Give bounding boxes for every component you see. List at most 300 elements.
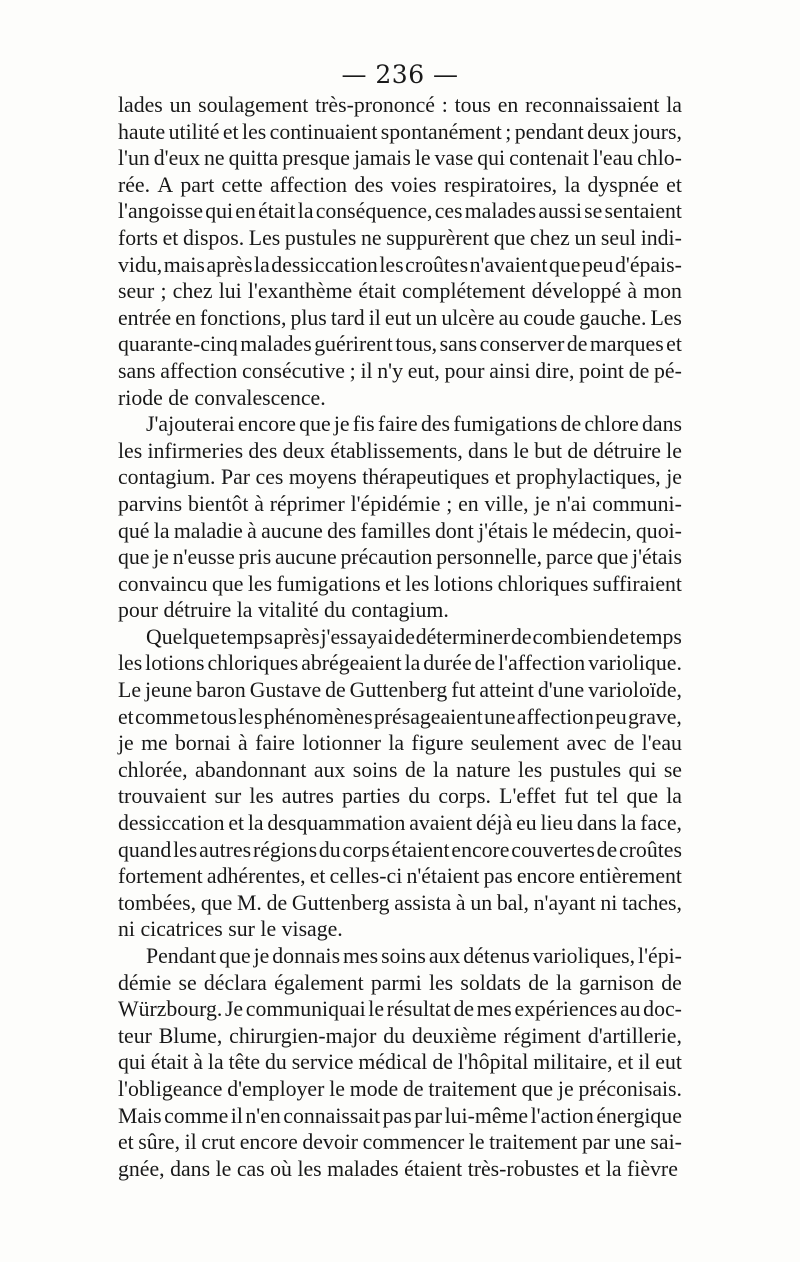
word: parties <box>342 784 401 809</box>
word: du <box>408 784 431 809</box>
word: j'étais <box>478 518 528 543</box>
word: sûre, <box>138 1130 181 1155</box>
word: les <box>518 757 543 782</box>
word: aussi <box>538 199 582 224</box>
word: l'hôpital <box>457 1050 529 1075</box>
word: devoir <box>302 1130 359 1155</box>
word: peu <box>581 252 614 277</box>
word: presque <box>282 146 350 171</box>
word: cas <box>236 1156 265 1181</box>
word: déjà <box>475 811 513 836</box>
word: que <box>200 890 233 915</box>
text-line <box>118 278 682 305</box>
text-line <box>118 145 682 172</box>
text-line <box>118 677 682 704</box>
text-line <box>118 863 682 890</box>
word: communiquai <box>245 997 366 1022</box>
word: contagium. <box>351 598 449 623</box>
word: dans <box>468 438 509 463</box>
word: cette <box>221 172 263 197</box>
word: ; <box>160 279 167 304</box>
word: le <box>666 438 682 463</box>
word: pas <box>483 864 513 889</box>
word: traitement <box>428 1076 517 1101</box>
word: l'action <box>530 1103 594 1128</box>
word: détenus <box>463 944 530 968</box>
word: résultat <box>386 997 451 1022</box>
word: bal, <box>496 890 529 915</box>
word: parce <box>545 545 594 570</box>
word: coude <box>523 305 576 330</box>
word: chlo- <box>637 146 682 171</box>
word: jours, <box>632 119 682 144</box>
word: quoi- <box>635 518 682 543</box>
word: se <box>584 199 603 224</box>
word: chez <box>529 225 570 250</box>
word: ulcère <box>441 305 495 330</box>
word: à <box>247 518 257 543</box>
text-line <box>118 491 682 518</box>
word: mais <box>163 252 205 277</box>
word: très-prononcé <box>315 93 435 117</box>
word: : <box>441 93 448 117</box>
word: régions <box>252 837 318 862</box>
word: deux <box>587 119 630 144</box>
word: spontanément <box>380 119 502 144</box>
word: Blume, <box>158 1023 223 1048</box>
word: les <box>238 704 263 729</box>
word: je <box>118 731 134 756</box>
word: pustules <box>549 757 622 782</box>
word: qui <box>205 199 234 224</box>
word: la <box>404 651 421 676</box>
text-line <box>118 650 682 677</box>
word: et <box>162 225 179 250</box>
word: doc- <box>643 997 682 1022</box>
word: et <box>228 811 245 836</box>
word: lui <box>218 279 242 304</box>
word: desquammation <box>267 811 406 836</box>
word: cicatrices <box>140 917 223 942</box>
word: d'eux <box>153 146 201 171</box>
word: la <box>153 518 170 543</box>
word: les <box>379 252 404 277</box>
word: chlore <box>584 412 639 437</box>
word: point <box>579 358 624 383</box>
word: encore <box>237 412 296 437</box>
word: sans <box>439 332 478 357</box>
word: complétement <box>402 279 526 304</box>
word: jeune <box>144 678 193 703</box>
word: de <box>560 412 582 437</box>
text-line <box>118 225 682 252</box>
word: de <box>613 731 635 756</box>
word: l'un <box>118 146 150 171</box>
word: la <box>207 1050 224 1075</box>
word: tête <box>228 1050 261 1075</box>
text-line <box>118 970 682 997</box>
word: maladie <box>173 518 243 543</box>
word: après <box>206 252 253 277</box>
word: à <box>193 1050 203 1075</box>
word: Würzbourg. <box>118 997 223 1022</box>
word: et <box>118 1130 134 1155</box>
word: pé- <box>654 358 682 383</box>
word: temps <box>629 624 682 649</box>
word: un <box>415 305 438 330</box>
word: étaient <box>391 837 450 862</box>
word: vidu, <box>118 252 163 277</box>
word: familles <box>360 518 431 543</box>
word: chloriques <box>497 571 589 596</box>
word: me <box>141 731 168 756</box>
text-line <box>118 92 682 119</box>
text-line <box>118 837 682 864</box>
text-line <box>118 252 682 279</box>
word: tous <box>200 704 237 729</box>
word: bientôt <box>187 491 249 516</box>
word: le <box>215 1156 232 1181</box>
word: une <box>614 1130 646 1155</box>
word: de <box>596 837 618 862</box>
word: médical <box>358 1050 428 1075</box>
word: personnelle, <box>436 545 543 570</box>
word: tous <box>454 93 491 117</box>
word: lui-même <box>444 1103 529 1128</box>
word: déterminer <box>415 624 511 649</box>
word: garnison <box>578 970 655 995</box>
word: tous, <box>395 332 438 357</box>
word: teur <box>118 1023 152 1048</box>
word: riode <box>118 385 163 410</box>
word: abandonnant <box>195 757 307 782</box>
word: et <box>666 172 682 197</box>
word: lotionner <box>302 731 382 756</box>
word: où <box>270 1156 292 1181</box>
word: des <box>327 518 357 543</box>
word: la <box>666 784 682 809</box>
word: peu <box>595 704 627 729</box>
word: le <box>513 438 529 463</box>
word: de <box>567 438 588 463</box>
word: Les <box>650 305 682 330</box>
word: était <box>258 199 296 224</box>
word: l'épidémie <box>350 491 441 516</box>
text-line <box>118 916 682 943</box>
text-line <box>118 358 682 385</box>
text-line <box>118 411 682 438</box>
word: chlorée, <box>118 757 188 782</box>
word: un <box>574 225 597 250</box>
word: se <box>663 757 682 782</box>
word: à <box>627 279 638 304</box>
word: se <box>178 970 197 995</box>
word: fièvre <box>627 1156 678 1181</box>
word: que <box>299 412 331 437</box>
word: A <box>157 172 174 197</box>
word: je <box>153 545 169 570</box>
word: la <box>236 598 253 623</box>
word: dans <box>576 811 617 836</box>
word: utilité <box>168 119 220 144</box>
word: dessiccation <box>118 811 225 836</box>
text-line <box>118 331 682 358</box>
word: l'eau <box>592 146 634 171</box>
word: était <box>150 1050 189 1075</box>
word: la <box>388 731 405 756</box>
word: tel <box>596 784 619 809</box>
word: la <box>254 252 270 277</box>
word: expériences <box>514 997 618 1022</box>
word: les <box>242 119 267 144</box>
word: il <box>368 305 381 330</box>
word: de <box>168 385 189 410</box>
word: du <box>383 1023 406 1048</box>
word: pas <box>382 1103 412 1128</box>
word: sur <box>228 917 255 942</box>
word: que <box>521 1076 554 1101</box>
word: dans <box>642 412 682 437</box>
word: de <box>432 1050 453 1075</box>
word: la <box>666 93 682 117</box>
text-line <box>118 757 682 784</box>
word: prophylactiques, <box>516 465 661 490</box>
word: visage. <box>281 917 343 942</box>
word: le <box>368 997 385 1022</box>
word: l'angoisse <box>118 199 204 224</box>
word: celles-ci <box>329 864 403 889</box>
word: de <box>394 624 415 649</box>
word: ni <box>600 890 618 915</box>
word: ces <box>255 465 284 490</box>
word: ville, <box>484 491 529 516</box>
word: et <box>584 1156 601 1181</box>
word: bornai <box>175 731 231 756</box>
word: la <box>620 811 637 836</box>
word: de <box>266 890 288 915</box>
word: ces <box>434 199 463 224</box>
word: qué <box>118 518 150 543</box>
word: les <box>428 970 454 995</box>
word: régiment <box>503 1023 581 1048</box>
word: Gustave <box>249 678 322 703</box>
word: vitalité <box>257 598 319 623</box>
word: seur <box>118 279 155 304</box>
word: pour <box>444 358 485 383</box>
word: et <box>309 864 326 889</box>
word: encore <box>239 1130 298 1155</box>
word: varioloïde, <box>588 678 682 703</box>
paragraph <box>118 411 682 624</box>
word: tard <box>330 305 365 330</box>
word: l'exanthème <box>247 279 353 304</box>
word: Guttenberg <box>349 678 448 703</box>
word: corps. <box>438 784 491 809</box>
word: j'étais <box>632 545 682 570</box>
word: l'obligeance <box>118 1076 223 1101</box>
word: préconisais. <box>578 1076 682 1101</box>
word: avec <box>566 731 607 756</box>
text-line <box>118 172 682 199</box>
word: d'employer <box>227 1076 325 1101</box>
word: le <box>414 146 431 171</box>
word: taches, <box>622 890 682 915</box>
word: je <box>333 412 350 437</box>
word: lades <box>118 93 163 117</box>
word: suffiraient <box>592 571 682 596</box>
word: le <box>329 1076 345 1101</box>
word: corps <box>342 837 390 862</box>
word: chez <box>172 279 213 304</box>
word: entièrement <box>579 864 682 889</box>
word: ; <box>349 358 356 383</box>
word: crut <box>201 1130 236 1155</box>
word: les <box>249 784 274 809</box>
word: étaient <box>404 1156 463 1181</box>
word: fumigations <box>453 412 558 437</box>
word: il <box>230 1103 243 1128</box>
word: que <box>219 944 251 968</box>
word: les <box>247 571 273 596</box>
word: que <box>211 571 244 596</box>
word: deux <box>282 438 325 463</box>
word: de <box>528 970 549 995</box>
word: démie <box>118 970 172 995</box>
word: encore <box>451 837 510 862</box>
word: entrée <box>118 305 172 330</box>
word: plus <box>290 305 327 330</box>
word: au <box>498 305 520 330</box>
text-line <box>118 385 682 412</box>
paragraph <box>118 624 682 943</box>
word: des <box>354 172 384 197</box>
word: autres <box>199 837 252 862</box>
word: commencer <box>362 1130 465 1155</box>
word: conserver <box>479 332 565 357</box>
word: que <box>493 225 526 250</box>
word: je <box>557 1076 574 1101</box>
word: rée. <box>118 172 151 197</box>
word: par <box>581 1130 610 1155</box>
word: soins <box>381 944 426 968</box>
word: et <box>222 119 239 144</box>
word: que <box>118 545 150 570</box>
word: fumigations <box>276 571 381 596</box>
word: respiratoires, <box>443 172 558 197</box>
word: à <box>254 491 264 516</box>
word: que <box>596 545 629 570</box>
word: la <box>247 811 264 836</box>
word: et <box>494 465 511 490</box>
word: il <box>360 358 373 383</box>
text-line <box>118 704 682 731</box>
word: n'y <box>377 358 404 383</box>
word: aucune <box>274 545 337 570</box>
word: baron <box>196 678 246 703</box>
word: Mais <box>118 1103 162 1128</box>
text-line <box>118 597 682 624</box>
word: était <box>358 279 396 304</box>
word: la <box>432 757 449 782</box>
word: soldats <box>460 970 521 995</box>
word: développé <box>531 279 622 304</box>
word: fortement <box>118 864 203 889</box>
word: sur <box>214 784 242 809</box>
text-line <box>118 571 682 598</box>
word: dispos. <box>182 225 245 250</box>
word: figure <box>411 731 464 756</box>
word: Le <box>118 678 141 703</box>
word: lotions <box>145 651 205 676</box>
word: nature <box>456 757 511 782</box>
word: aux <box>428 944 461 968</box>
text-line <box>118 1129 682 1156</box>
text-line <box>118 1103 682 1130</box>
word: affection <box>269 172 348 197</box>
body-text <box>118 92 682 1182</box>
word: en <box>235 199 256 224</box>
word: l'affection <box>498 651 586 676</box>
word: Je <box>224 997 244 1022</box>
word: en <box>458 491 479 516</box>
word: voies <box>390 172 437 197</box>
word: jamais <box>353 146 411 171</box>
word: parmi <box>370 970 422 995</box>
word: à <box>238 731 248 756</box>
text-line <box>118 1076 682 1103</box>
word: de <box>474 651 496 676</box>
word: fonctions, <box>199 305 287 330</box>
word: abrégeaient <box>301 651 402 676</box>
word: en <box>497 93 519 117</box>
text-line <box>118 438 682 465</box>
word: du <box>264 1050 287 1075</box>
word: pris <box>238 545 272 570</box>
word: faire <box>377 412 418 437</box>
word: et <box>385 571 401 596</box>
text-line <box>118 1023 682 1050</box>
word: convaincu <box>118 571 208 596</box>
word: parvins <box>118 491 183 516</box>
word: militaire, <box>533 1050 613 1075</box>
word: Pendant <box>146 944 217 968</box>
word: fut <box>451 678 476 703</box>
word: ni <box>118 917 135 942</box>
word: de <box>628 358 650 383</box>
word: énergique <box>596 1103 682 1128</box>
word: ne <box>361 225 382 250</box>
word: les <box>173 837 198 862</box>
word: les <box>118 438 143 463</box>
word: grave, <box>628 704 682 729</box>
word: adhérentes, <box>206 864 306 889</box>
word: phénomènes <box>263 704 373 729</box>
word: l'épi- <box>638 944 682 968</box>
word: gnée, <box>118 1156 165 1181</box>
text-line <box>118 996 682 1023</box>
word: suppurèrent <box>386 225 490 250</box>
word: durée <box>423 651 472 676</box>
word: soins <box>352 757 398 782</box>
word: affection <box>160 358 238 383</box>
word: malades <box>327 1156 399 1181</box>
word: haute <box>118 119 166 144</box>
word: de <box>404 757 426 782</box>
word: et <box>666 332 682 357</box>
text-line <box>118 624 682 651</box>
word: ne <box>204 146 225 171</box>
word: conséquence, <box>315 199 433 224</box>
